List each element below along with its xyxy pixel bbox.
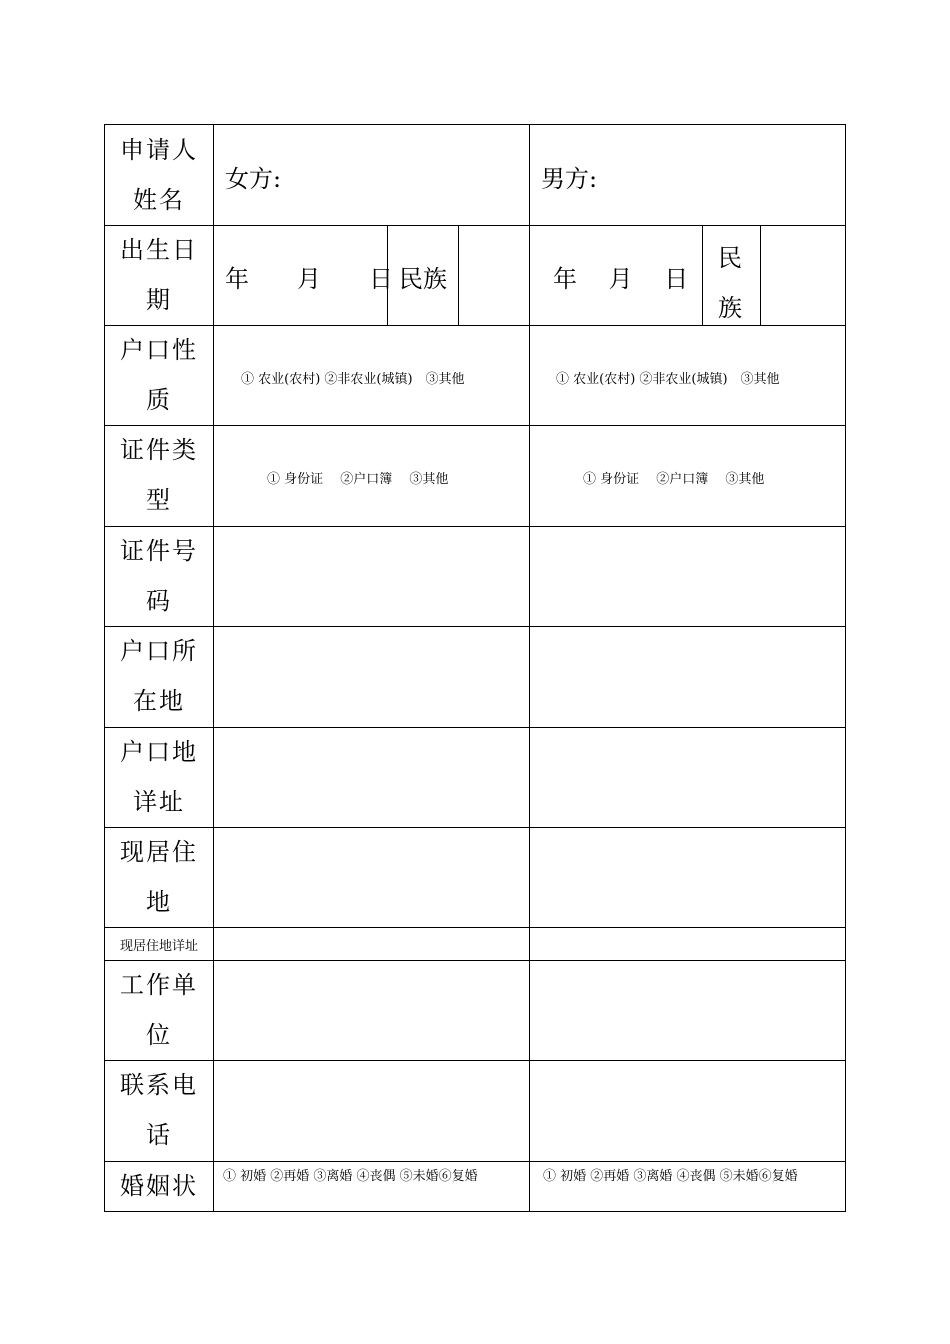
label-hukou-address: 户口地 详址 (120, 738, 198, 816)
label-id-number: 证件号 码 (120, 537, 198, 615)
male-name-field[interactable]: 男方: (541, 165, 598, 193)
male-hukou-type-options[interactable]: ① 农业(农村) ②非农业(城镇) ③其他 (556, 372, 780, 387)
female-hukou-place-field[interactable] (214, 627, 529, 727)
label-phone: 联系电 话 (120, 1071, 198, 1149)
female-marital-options[interactable]: ① 初婚 ②再婚 ③离婚 ④丧偶 ⑤未婚⑥复婚 (223, 1169, 478, 1184)
marriage-application-form (104, 124, 846, 1212)
female-employer-field[interactable] (214, 961, 529, 1060)
label-id-type: 证件类 型 (120, 436, 198, 514)
female-name-field[interactable]: 女方: (225, 165, 282, 193)
female-hukou-address-field[interactable] (214, 728, 529, 827)
row-divider (105, 425, 845, 426)
male-birth-date-field[interactable]: 年 月 日 (553, 265, 689, 293)
label-marital-status: 婚姻状 (120, 1172, 198, 1200)
female-residence-detail-field[interactable] (214, 928, 529, 960)
female-birth-date-field[interactable]: 年 月 日 (225, 265, 393, 293)
label-residence-detail: 现居住地详址 (119, 939, 198, 954)
label-residence: 现居住 地 (120, 838, 198, 916)
male-hukou-address-field[interactable] (530, 728, 845, 827)
female-hukou-type-options[interactable]: ① 农业(农村) ②非农业(城镇) ③其他 (241, 372, 465, 387)
label-employer: 工作单 位 (120, 971, 198, 1049)
female-id-type-options[interactable]: ① 身份证 ②户口簿 ③其他 (267, 472, 449, 487)
male-ethnic-label: 民 族 (718, 244, 742, 322)
male-hukou-place-field[interactable] (530, 627, 845, 727)
label-birth-date: 出生日 期 (120, 236, 198, 314)
column-divider (702, 225, 703, 325)
label-hukou-type: 户口性 质 (120, 336, 198, 414)
label-applicant-name: 申请人 姓名 (120, 136, 198, 214)
row-divider (105, 1161, 845, 1162)
male-phone-field[interactable] (530, 1061, 845, 1161)
male-residence-field[interactable] (530, 828, 845, 927)
female-id-number-field[interactable] (214, 527, 529, 626)
female-ethnic-label: 民族 (399, 265, 447, 293)
female-residence-field[interactable] (214, 828, 529, 927)
male-employer-field[interactable] (530, 961, 845, 1060)
male-id-number-field[interactable] (530, 527, 845, 626)
female-ethnic-field[interactable] (459, 226, 529, 325)
male-ethnic-field[interactable] (761, 226, 845, 325)
label-hukou-place: 户口所 在地 (120, 637, 198, 715)
male-residence-detail-field[interactable] (530, 928, 845, 960)
male-marital-options[interactable]: ① 初婚 ②再婚 ③离婚 ④丧偶 ⑤未婚⑥复婚 (543, 1169, 798, 1184)
female-phone-field[interactable] (214, 1061, 529, 1161)
male-id-type-options[interactable]: ① 身份证 ②户口簿 ③其他 (583, 472, 765, 487)
